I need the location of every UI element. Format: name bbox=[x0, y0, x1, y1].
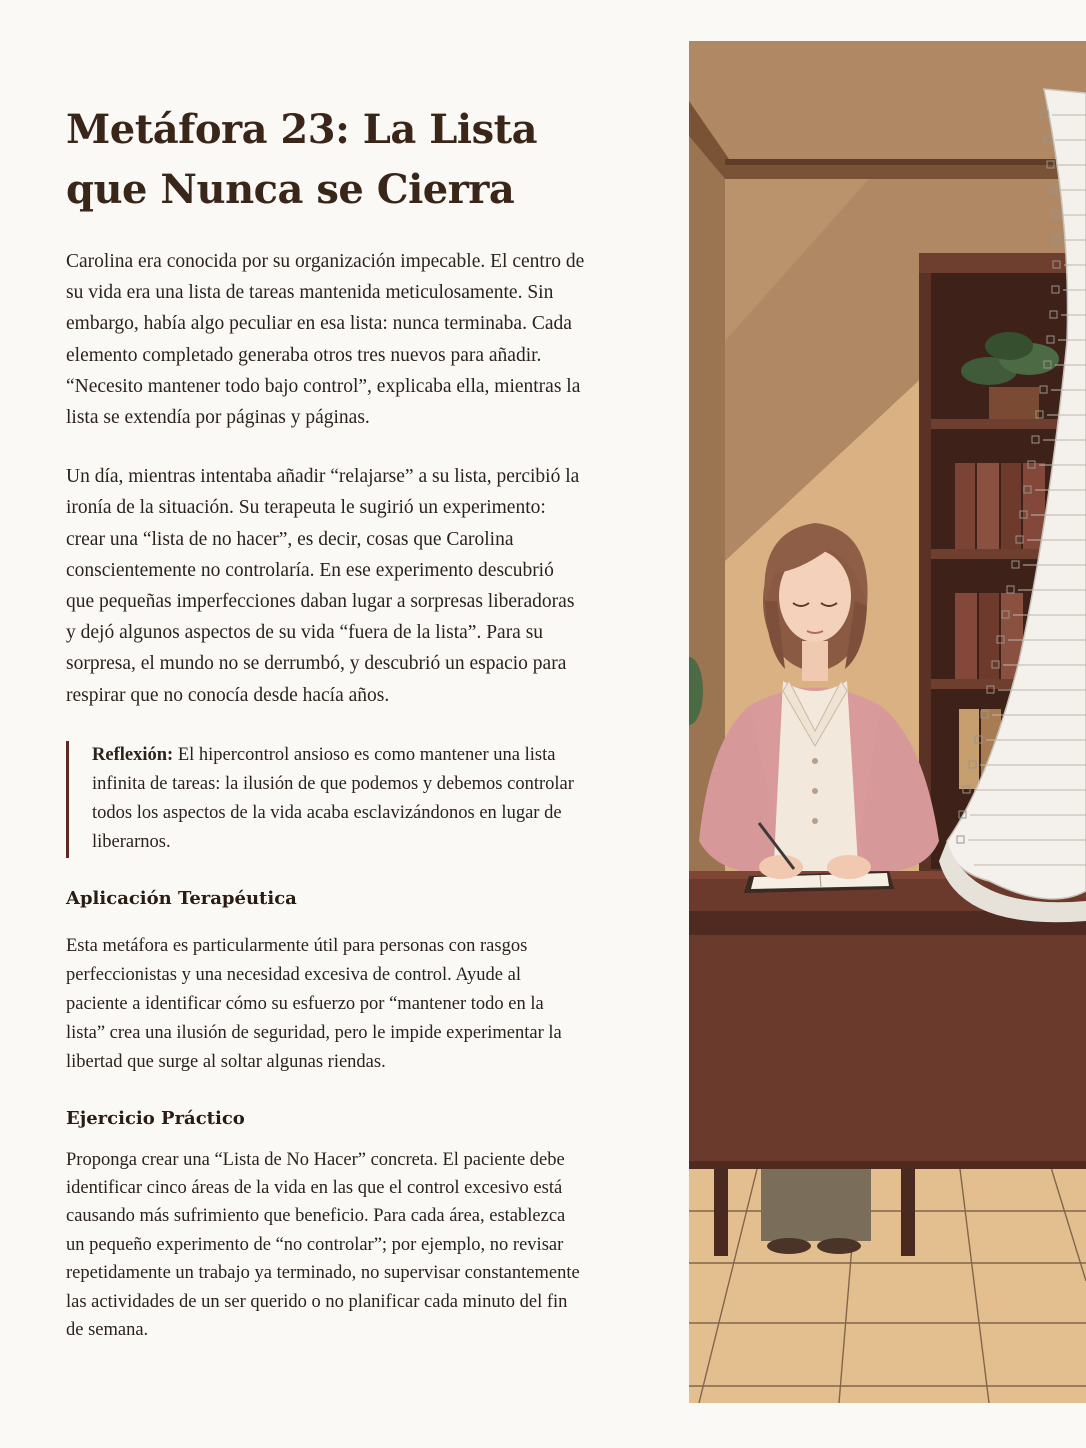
article bbox=[66, 100, 586, 1345]
story-paragraph: Un día, mientras intentaba añadir “relajarse” a su lista, percibió la ironía de la situación. Su terapeuta le sugirió un experimento: crear una “lista de no hacer”, es decir, cosas que Carolina conscientemente no controlaría. En ese experimento descubrió que pequeñas imperfecciones daban lugar a sorpresas liberadoras y dejó algunos aspectos de su vida “fuera de la lista”. Para su sorpresa, el mundo no se derrumbó, y descubrió un espacio para respirar que no conocía desde hacía años. bbox=[66, 466, 580, 706]
exercise-heading: Ejercicio Práctico bbox=[66, 1107, 245, 1129]
application-heading: Aplicación Terapéutica bbox=[66, 887, 297, 909]
reflection-text: El hipercontrol ansioso es como mantener una lista infinita de tareas: la ilusión de que podemos y debemos controlar todos los aspectos de la vida acaba esclavizándonos en lugar de liberarnos. bbox=[92, 744, 574, 853]
reflection-quote bbox=[66, 741, 586, 858]
intro-paragraph: Carolina era conocida por su organización impecable. El centro de su vida era una lista de tareas mantenida meticulosamente. Sin embargo, había algo peculiar en esa lista: nunca terminaba. Cada elemento completado generaba otros tres nuevos para añadir. “Necesito mantener todo bajo control”, explicaba ella, mientras la lista se extendía por páginas y páginas. bbox=[66, 251, 585, 429]
illustration bbox=[689, 41, 1086, 1403]
reflection-label: Reflexión: bbox=[92, 744, 174, 765]
page-title: Metáfora 23: La Lista que Nunca se Cierra bbox=[66, 106, 537, 213]
woman-at-desk-illustration bbox=[689, 41, 1086, 1403]
exercise-paragraph: Proponga crear una “Lista de No Hacer” concreta. El paciente debe identificar cinco áreas de la vida en las que el control excesivo está causando más sufrimiento que beneficio. Para cada área, establezca un pequeño experimento de “no controlar”; por ejemplo, no revisar repetidamente un trabajo ya terminado, no supervisar constantemente las actividades de un ser querido o no planificar cada minuto del fin de semana. bbox=[66, 1149, 580, 1341]
application-paragraph: Esta metáfora es particularmente útil para personas con rasgos perfeccionistas y una necesidad excesiva de control. Ayude al paciente a identificar cómo su esfuerzo por “mantener todo en la lista” crea una ilusión de seguridad, pero le impide experimentar la libertad que surge al soltar algunas riendas. bbox=[66, 935, 562, 1073]
